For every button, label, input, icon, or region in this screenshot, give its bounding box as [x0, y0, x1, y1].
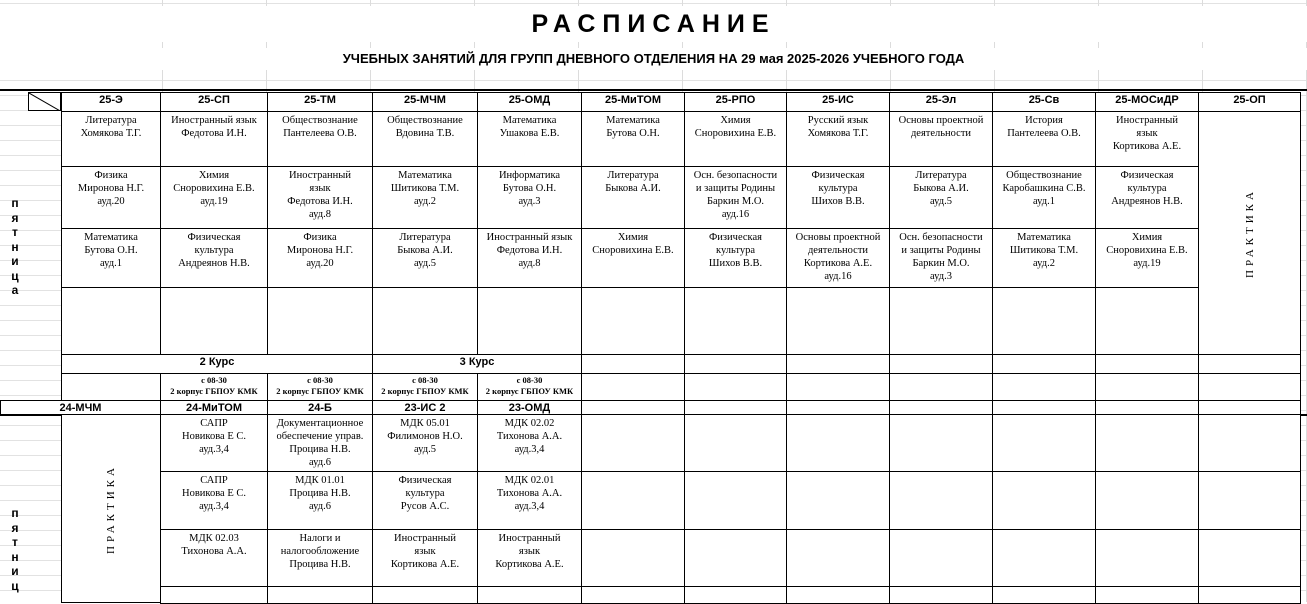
cell-line: Основы проектной: [898, 115, 984, 126]
praktika-label: ПРАКТИКА: [105, 463, 117, 554]
cell-line: Тихонова А.А.: [181, 546, 247, 557]
divider: [0, 89, 1307, 91]
cell-line: Кортикова А.Е.: [390, 559, 460, 570]
empty-cell[interactable]: [267, 287, 373, 355]
empty-cell[interactable]: [889, 471, 993, 530]
day-letter: н: [11, 239, 19, 254]
cell-line: Кортикова А.Е.: [803, 258, 873, 269]
cell-line: Математика: [502, 115, 557, 126]
cell-line: ауд.3,4: [199, 444, 229, 455]
empty-cell[interactable]: [477, 586, 582, 604]
cell-line: МДК 01.01: [295, 475, 345, 486]
cell-line: Физическая: [398, 475, 452, 486]
cell-line: Быкова А.И.: [913, 183, 969, 194]
lesson-cell[interactable]: [372, 414, 478, 472]
group-header[interactable]: 24-МЧМ: [0, 400, 161, 415]
group-header[interactable]: 25-МОСиДР: [1095, 92, 1199, 112]
lesson-cell[interactable]: [1095, 166, 1199, 229]
cell-line: ауд.8: [518, 258, 541, 269]
cell-line: ауд.20: [97, 196, 125, 207]
cell-line: ауд.20: [306, 258, 334, 269]
cell-line: Пантелеева О.В.: [283, 128, 357, 139]
cell-line: МДК 02.02: [504, 418, 555, 429]
empty-cell[interactable]: [1095, 471, 1199, 530]
cell-line: Литература: [85, 115, 137, 126]
day-letter: я: [11, 210, 19, 225]
cell-line: Физическая: [187, 232, 241, 243]
cell-line: Процива Н.В.: [289, 559, 351, 570]
cell-line: Осн. безопасности: [693, 170, 778, 181]
cell-line: Русов А.С.: [400, 501, 450, 512]
empty-cell[interactable]: [1198, 586, 1301, 604]
praktika-block: [1198, 111, 1301, 355]
location-note: [267, 373, 373, 401]
empty-cell[interactable]: [786, 529, 890, 587]
empty-cell[interactable]: [889, 354, 993, 374]
cell-line: ауд.6: [309, 501, 331, 512]
praktika-label: ПРАКТИКА: [1243, 188, 1256, 278]
empty-cell[interactable]: [889, 400, 993, 415]
cell-line: язык: [1136, 128, 1158, 139]
cell-line: Иностранный: [289, 170, 351, 181]
cell-line: Математика: [606, 115, 660, 126]
cell-line: Баркин М.О.: [706, 196, 765, 207]
day-letter: и: [11, 254, 19, 268]
cell-line: язык: [309, 183, 331, 194]
empty-cell[interactable]: [1198, 354, 1301, 374]
lesson-cell[interactable]: [372, 111, 478, 167]
cell-line: ауд.1: [1033, 196, 1055, 207]
cell-line: Химия: [1131, 232, 1163, 243]
cell-line: Миронова Н.Г.: [286, 245, 354, 256]
day-letter: а: [11, 283, 19, 297]
cell-line: Новикова Е С.: [182, 488, 246, 499]
empty-cell[interactable]: [581, 529, 685, 587]
empty-cell[interactable]: [992, 414, 1096, 472]
cell-line: ауд.3,4: [514, 501, 545, 512]
cell-line: Шихов В.В.: [811, 196, 865, 207]
cell-line: Математика: [398, 170, 452, 181]
empty-cell[interactable]: [786, 354, 890, 374]
cell-line: Федотова И.Н.: [496, 245, 563, 256]
note-line: с 08-30: [307, 375, 333, 385]
cell-line: Налоги и: [299, 533, 341, 544]
lesson-cell[interactable]: [477, 471, 582, 530]
group-header[interactable]: 25-Э: [61, 92, 161, 112]
empty-cell[interactable]: [786, 586, 890, 604]
cell-line: Обществознание: [387, 115, 463, 126]
empty-cell[interactable]: [372, 586, 478, 604]
cell-line: Осн. безопасности: [899, 232, 983, 243]
day-letter: ц: [11, 578, 19, 593]
empty-cell[interactable]: [1095, 373, 1199, 401]
cell-line: ауд.2: [414, 196, 436, 207]
course-header: 3 Курс: [372, 354, 582, 374]
cell-line: ауд.6: [309, 457, 331, 468]
cell-line: Иностранный: [1116, 115, 1178, 126]
group-header[interactable]: 25-Св: [992, 92, 1096, 112]
lesson-cell[interactable]: [477, 166, 582, 229]
cell-line: ауд.16: [721, 209, 750, 220]
group-header[interactable]: 23-ИС 2: [372, 400, 478, 415]
empty-cell[interactable]: [61, 287, 161, 355]
cell-line: ауд.3: [518, 196, 541, 207]
cell-line: Шитикова Т.М.: [390, 183, 460, 194]
empty-cell[interactable]: [1198, 400, 1301, 415]
empty-cell[interactable]: [684, 586, 787, 604]
page-subtitle: УЧЕБНЫХ ЗАНЯТИЙ ДЛЯ ГРУПП ДНЕВНОГО ОТДЕЛЕНИЯ НА 29 мая 2025-2026 УЧЕБНОГО ГОДА: [0, 48, 1307, 70]
empty-cell[interactable]: [684, 471, 787, 530]
empty-cell[interactable]: [684, 529, 787, 587]
empty-cell[interactable]: [1198, 373, 1301, 401]
note-line: 2 корпус ГБПОУ КМК: [170, 386, 258, 396]
empty-cell[interactable]: [786, 373, 890, 401]
cell-line: Физическая: [709, 232, 762, 243]
cell-line: Иностранный: [498, 533, 561, 544]
empty-cell[interactable]: [477, 287, 582, 355]
cell-line: Тихонова А.А.: [496, 488, 563, 499]
cell-line: Физическая: [811, 170, 865, 181]
lesson-cell[interactable]: [786, 111, 890, 167]
lesson-cell[interactable]: [581, 228, 685, 288]
cell-line: Сноровихина Е.В.: [694, 128, 777, 139]
cell-line: Новикова Е С.: [182, 431, 246, 442]
cell-line: МДК 02.01: [504, 475, 555, 486]
day-letter: т: [12, 535, 18, 549]
lesson-cell[interactable]: [1095, 111, 1199, 167]
cell-line: Документационное: [276, 418, 364, 429]
empty-cell[interactable]: [581, 471, 685, 530]
lesson-cell[interactable]: [992, 111, 1096, 167]
cell-line: Физика: [94, 170, 128, 181]
lesson-cell[interactable]: [992, 166, 1096, 229]
cell-line: САПР: [200, 475, 228, 486]
empty-cell[interactable]: [267, 586, 373, 604]
cell-line: и защиты Родины: [901, 245, 981, 256]
lesson-cell[interactable]: [267, 471, 373, 530]
empty-cell[interactable]: [684, 354, 787, 374]
empty-cell[interactable]: [684, 414, 787, 472]
lesson-cell[interactable]: [786, 166, 890, 229]
lesson-cell[interactable]: [992, 228, 1096, 288]
lesson-cell[interactable]: [889, 228, 993, 288]
empty-cell[interactable]: [992, 586, 1096, 604]
lesson-cell[interactable]: [267, 529, 373, 587]
cell-line: Сноровихина Е.В.: [173, 183, 255, 194]
empty-cell[interactable]: [1095, 529, 1199, 587]
lesson-cell[interactable]: [372, 471, 478, 530]
lesson-cell[interactable]: [61, 111, 161, 167]
cell-line: Бутова О.Н.: [502, 183, 557, 194]
cell-line: Миронова Н.Г.: [77, 183, 145, 194]
cell-line: культура: [405, 488, 445, 499]
cell-line: Баркин М.О.: [912, 258, 970, 269]
cell-line: МДК 02.03: [189, 533, 239, 544]
empty-cell[interactable]: [160, 586, 268, 604]
cell-line: Быкова А.И.: [605, 183, 661, 194]
cell-line: Филимонов Н.О.: [387, 431, 463, 442]
cell-line: культура: [716, 245, 755, 256]
cell-line: обеспечение управ.: [276, 431, 364, 442]
group-header[interactable]: 24-МиТОМ: [160, 400, 268, 415]
empty-cell[interactable]: [992, 471, 1096, 530]
empty-cell[interactable]: [889, 373, 993, 401]
cell-line: ауд.19: [200, 196, 228, 207]
empty-cell[interactable]: [1095, 586, 1199, 604]
lesson-cell[interactable]: [160, 111, 268, 167]
lesson-cell[interactable]: [581, 166, 685, 229]
cell-line: Математика: [84, 232, 138, 243]
empty-cell[interactable]: [684, 400, 787, 415]
lesson-cell[interactable]: [160, 228, 268, 288]
cell-line: Андреянов Н.В.: [1111, 196, 1183, 207]
empty-cell[interactable]: [786, 287, 890, 355]
praktika-block: [61, 414, 161, 603]
note-line: с 08-30: [516, 375, 543, 385]
cell-line: Физика: [303, 232, 337, 243]
cell-line: ауд.3: [930, 271, 952, 282]
group-header[interactable]: 25-ТМ: [267, 92, 373, 112]
cell-line: Сноровихина Е.В.: [592, 245, 674, 256]
group-header[interactable]: 25-Эл: [889, 92, 993, 112]
cell-line: Процива Н.В.: [289, 444, 351, 455]
empty-cell[interactable]: [581, 373, 685, 401]
empty-cell[interactable]: [786, 414, 890, 472]
note-line: 2 корпус ГБПОУ КМК: [381, 386, 469, 396]
cell-line: язык: [518, 546, 541, 557]
cell-line: Литература: [915, 170, 967, 181]
empty-cell[interactable]: [684, 287, 787, 355]
group-header[interactable]: 25-ОП: [1198, 92, 1301, 112]
lesson-cell[interactable]: [160, 471, 268, 530]
cell-line: Процива Н.В.: [289, 488, 351, 499]
cell-line: культура: [194, 245, 234, 256]
cell-line: Химия: [617, 232, 649, 243]
empty-cell[interactable]: [581, 586, 685, 604]
cell-line: Тихонова А.А.: [496, 431, 563, 442]
location-note: [372, 373, 478, 401]
lesson-cell[interactable]: [581, 111, 685, 167]
cell-line: Федотова И.Н.: [287, 196, 353, 207]
group-header[interactable]: 25-ИС: [786, 92, 890, 112]
empty-cell[interactable]: [581, 400, 685, 415]
empty-cell[interactable]: [1198, 414, 1301, 472]
cell-line: ауд.5: [930, 196, 952, 207]
empty-cell[interactable]: [1095, 414, 1199, 472]
cell-line: деятельности: [807, 245, 869, 256]
empty-cell[interactable]: [1095, 400, 1199, 415]
cell-line: ауд.8: [309, 209, 331, 220]
day-label-bottom: [2, 506, 28, 593]
lesson-cell[interactable]: [684, 166, 787, 229]
lesson-cell[interactable]: [372, 166, 478, 229]
empty-cell[interactable]: [889, 414, 993, 472]
cell-line: язык: [414, 546, 436, 557]
lesson-cell[interactable]: [684, 228, 787, 288]
group-header[interactable]: 25-ОМД: [477, 92, 582, 112]
lesson-cell[interactable]: [267, 166, 373, 229]
cell-line: ауд.3,4: [514, 444, 545, 455]
cell-line: ауд.2: [1033, 258, 1055, 269]
lesson-cell[interactable]: [1095, 228, 1199, 288]
day-letter: н: [11, 549, 19, 564]
day-letter: я: [11, 520, 19, 535]
empty-cell[interactable]: [889, 287, 993, 355]
empty-cell[interactable]: [1198, 529, 1301, 587]
group-header[interactable]: 24-Б: [267, 400, 373, 415]
note-line: с 08-30: [412, 375, 438, 385]
cell-line: культура: [818, 183, 858, 194]
empty-cell[interactable]: [684, 373, 787, 401]
cell-line: Основы проектной: [795, 232, 881, 243]
lesson-cell[interactable]: [372, 228, 478, 288]
lesson-cell[interactable]: [160, 414, 268, 472]
course-header: 2 Курс: [61, 354, 373, 374]
cell-line: Обществознание: [282, 115, 358, 126]
cell-line: Бутова О.Н.: [84, 245, 138, 256]
empty-cell[interactable]: [992, 529, 1096, 587]
empty-cell[interactable]: [786, 471, 890, 530]
cell-line: Ушакова Е.В.: [499, 128, 560, 139]
cell-line: и защиты Родины: [695, 183, 776, 194]
page-title: РАСПИСАНИЕ: [0, 6, 1307, 42]
cell-line: Бутова О.Н.: [606, 128, 660, 139]
empty-cell[interactable]: [992, 354, 1096, 374]
cell-line: Физическая: [1120, 170, 1174, 181]
empty-cell[interactable]: [786, 400, 890, 415]
lesson-cell[interactable]: [889, 166, 993, 229]
lesson-cell[interactable]: [889, 111, 993, 167]
empty-cell[interactable]: [992, 373, 1096, 401]
lesson-cell[interactable]: [786, 228, 890, 288]
lesson-cell[interactable]: [372, 529, 478, 587]
cell-line: Федотова И.Н.: [181, 128, 247, 139]
cell-line: деятельности: [910, 128, 972, 139]
cell-line: ауд.19: [1133, 258, 1161, 269]
empty-cell[interactable]: [1198, 471, 1301, 530]
empty-cell[interactable]: [372, 287, 478, 355]
empty-cell[interactable]: [581, 287, 685, 355]
cell-line: Быкова А.И.: [397, 245, 453, 256]
location-note: [160, 373, 268, 401]
day-letter: п: [11, 506, 19, 520]
lesson-cell[interactable]: [684, 111, 787, 167]
lesson-cell[interactable]: [61, 228, 161, 288]
location-note: [477, 373, 582, 401]
cell-line: Кортикова А.Е.: [1112, 141, 1182, 152]
empty-cell[interactable]: [1095, 354, 1199, 374]
cell-line: Андреянов Н.В.: [178, 258, 250, 269]
cell-line: Пантелеева О.В.: [1007, 128, 1081, 139]
group-header[interactable]: 25-МЧМ: [372, 92, 478, 112]
lesson-cell[interactable]: [477, 414, 582, 472]
cell-line: Иностранный язык: [486, 232, 573, 243]
group-header[interactable]: 23-ОМД: [477, 400, 582, 415]
lesson-cell[interactable]: [160, 529, 268, 587]
lesson-cell[interactable]: [61, 166, 161, 229]
empty-cell[interactable]: [992, 400, 1096, 415]
day-label-top: [2, 196, 28, 298]
lesson-cell[interactable]: [160, 166, 268, 229]
cell-line: Кортикова А.Е.: [495, 559, 564, 570]
group-header[interactable]: 25-МиТОМ: [581, 92, 685, 112]
cell-line: История: [1025, 115, 1063, 126]
note-line: с 08-30: [201, 375, 227, 385]
cell-line: налогообложение: [280, 546, 360, 557]
cell-line: Сноровихина Е.В.: [1106, 245, 1188, 256]
cell-line: Иностранный язык: [171, 115, 257, 126]
cell-line: Хомякова Т.Г.: [80, 128, 142, 139]
lesson-cell[interactable]: [477, 529, 582, 587]
diagonal-line: [29, 93, 61, 111]
cell-line: ауд.1: [100, 258, 122, 269]
empty-cell[interactable]: [160, 287, 268, 355]
lesson-cell[interactable]: [477, 111, 582, 167]
cell-line: САПР: [200, 418, 228, 429]
day-letter: и: [11, 564, 19, 578]
cell-line: Каробашкина С.В.: [1002, 183, 1086, 194]
cell-line: Литература: [607, 170, 659, 181]
note-line: 2 корпус ГБПОУ КМК: [485, 386, 574, 396]
cell-line: Вдовина Т.В.: [395, 128, 455, 139]
cell-line: ауд.16: [824, 271, 852, 282]
cell-line: ауд.3,4: [199, 501, 229, 512]
empty-cell[interactable]: [581, 414, 685, 472]
cell-line: Иностранный: [394, 533, 456, 544]
lesson-cell[interactable]: [267, 111, 373, 167]
lesson-cell[interactable]: [477, 228, 582, 288]
cell-line: Литература: [399, 232, 451, 243]
lesson-cell[interactable]: [267, 414, 373, 472]
cell-line: ауд.5: [414, 258, 436, 269]
cell-line: Химия: [720, 115, 751, 126]
cell-line: Обществознание: [1006, 170, 1082, 181]
cell-line: Математика: [1017, 232, 1071, 243]
day-letter: п: [11, 196, 19, 210]
empty-cell[interactable]: [1095, 287, 1199, 355]
cell-line: Шитикова Т.М.: [1009, 245, 1079, 256]
empty-cell[interactable]: [889, 586, 993, 604]
cell-line: Русский язык: [807, 115, 869, 126]
cell-line: культура: [1127, 183, 1167, 194]
cell-line: ауд.5: [414, 444, 436, 455]
cell-line: Химия: [198, 170, 230, 181]
cell-line: Хомякова Т.Г.: [807, 128, 869, 139]
group-header[interactable]: 25-РПО: [684, 92, 787, 112]
empty-cell[interactable]: [61, 373, 161, 401]
empty-cell[interactable]: [992, 287, 1096, 355]
cell-line: МДК 05.01: [400, 418, 450, 429]
day-letter: т: [12, 225, 18, 239]
empty-cell[interactable]: [889, 529, 993, 587]
day-letter: ц: [11, 268, 19, 283]
cell-line: Информатика: [498, 170, 561, 181]
header-corner: [28, 92, 61, 111]
group-header[interactable]: 25-СП: [160, 92, 268, 112]
lesson-cell[interactable]: [267, 228, 373, 288]
note-line: 2 корпус ГБПОУ КМК: [276, 386, 364, 396]
cell-line: Шихов В.В.: [708, 258, 763, 269]
empty-cell[interactable]: [581, 354, 685, 374]
